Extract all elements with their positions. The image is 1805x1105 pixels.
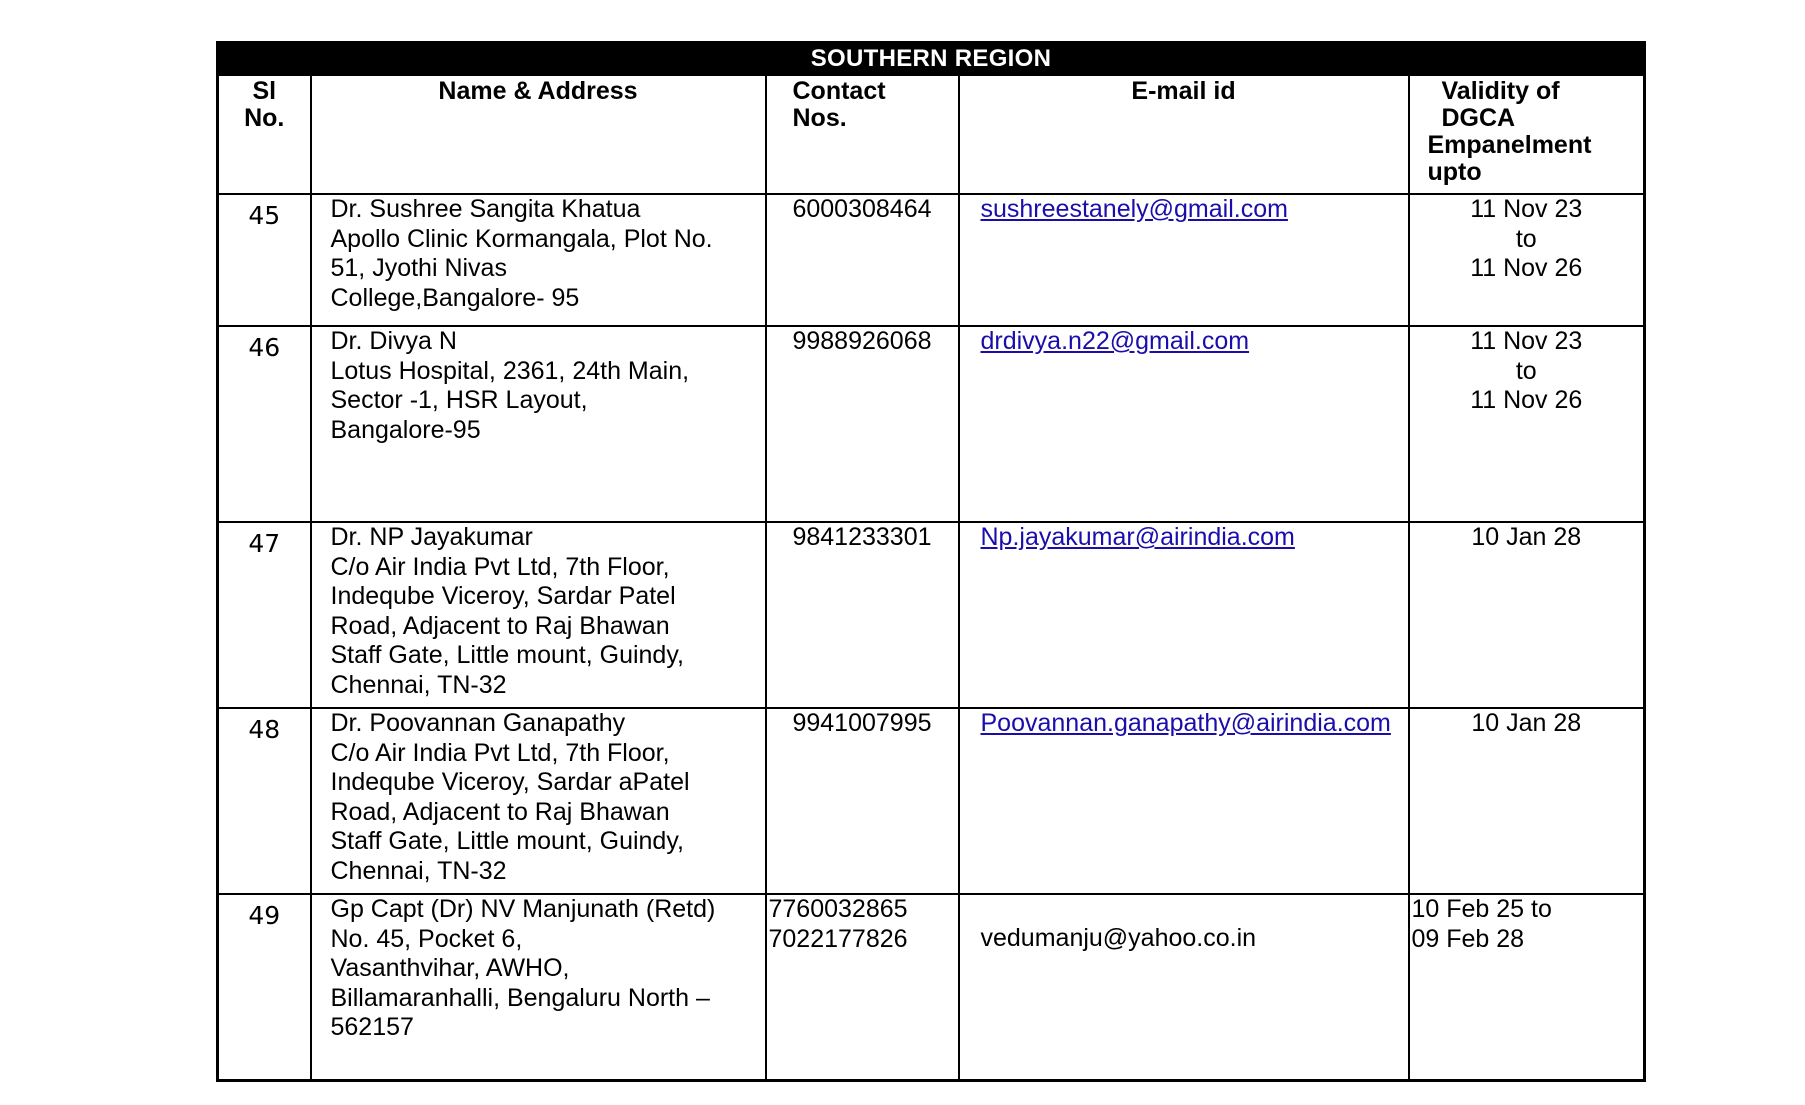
- header-email-id: E-mail id: [959, 75, 1409, 194]
- sl-no: 49: [218, 894, 311, 1081]
- validity: 10 Jan 28: [1409, 708, 1645, 894]
- name-address: Dr. Sushree Sangita Khatua Apollo Clinic Kormangala, Plot No. 51, Jyothi Nivas College,Bangalore- 95: [311, 194, 766, 326]
- email-cell: vedumanju@yahoo.co.in: [959, 894, 1409, 1081]
- email-cell: [959, 326, 1409, 522]
- contact-nos: 9988926068: [766, 326, 959, 522]
- email-link[interactable]: Poovannan.ganapathy@airindia.com: [980, 709, 1391, 737]
- sl-no: 48: [218, 708, 311, 894]
- sl-no: 45: [218, 194, 311, 326]
- sl-no: 47: [218, 522, 311, 708]
- table-row: [218, 194, 1645, 326]
- header-contact-nos: Contact Nos.: [766, 75, 959, 194]
- email-cell: [959, 522, 1409, 708]
- email-cell: [959, 708, 1409, 894]
- table-row: [218, 894, 1645, 1081]
- email-link[interactable]: sushreestanely@gmail.com: [980, 195, 1288, 223]
- table-row: [218, 522, 1645, 708]
- column-header-row: [218, 75, 1645, 194]
- validity: 10 Jan 28: [1409, 522, 1645, 708]
- contact-nos: 9841233301: [766, 522, 959, 708]
- name-address: Dr. NP Jayakumar C/o Air India Pvt Ltd, 7th Floor, Indeqube Viceroy, Sardar Patel Road, Adjacent to Raj Bhawan Staff Gate, Little mount, Guindy, Chennai, TN-32: [311, 522, 766, 708]
- header-name-address: Name & Address: [311, 75, 766, 194]
- empanelment-table: [216, 41, 1646, 1082]
- name-address: Dr. Divya N Lotus Hospital, 2361, 24th Main, Sector -1, HSR Layout, Bangalore-95: [311, 326, 766, 522]
- email-link[interactable]: Np.jayakumar@airindia.com: [980, 523, 1295, 551]
- validity: 10 Feb 25 to 09 Feb 28: [1409, 894, 1645, 1081]
- contact-nos: 7760032865 7022177826: [766, 894, 959, 1081]
- validity: 11 Nov 23 to 11 Nov 26: [1409, 194, 1645, 326]
- header-validity: Validity of DGCA Empanelment upto: [1409, 75, 1645, 194]
- name-address: Gp Capt (Dr) NV Manjunath (Retd) No. 45, Pocket 6, Vasanthvihar, AWHO, Billamaranhalli, Bengaluru North – 562157: [311, 894, 766, 1081]
- header-sl-no: Sl No.: [218, 75, 311, 194]
- table-row: [218, 326, 1645, 522]
- region-title: SOUTHERN REGION: [218, 43, 1645, 76]
- contact-nos: 9941007995: [766, 708, 959, 894]
- table-row: [218, 708, 1645, 894]
- sl-no: 46: [218, 326, 311, 522]
- validity: 11 Nov 23 to 11 Nov 26: [1409, 326, 1645, 522]
- email-cell: [959, 194, 1409, 326]
- name-address: Dr. Poovannan Ganapathy C/o Air India Pvt Ltd, 7th Floor, Indeqube Viceroy, Sardar aPatel Road, Adjacent to Raj Bhawan Staff Gate, Little mount, Guindy, Chennai, TN-32: [311, 708, 766, 894]
- region-header-row: [218, 43, 1645, 76]
- email-link[interactable]: drdivya.n22@gmail.com: [980, 327, 1250, 355]
- contact-nos: 6000308464: [766, 194, 959, 326]
